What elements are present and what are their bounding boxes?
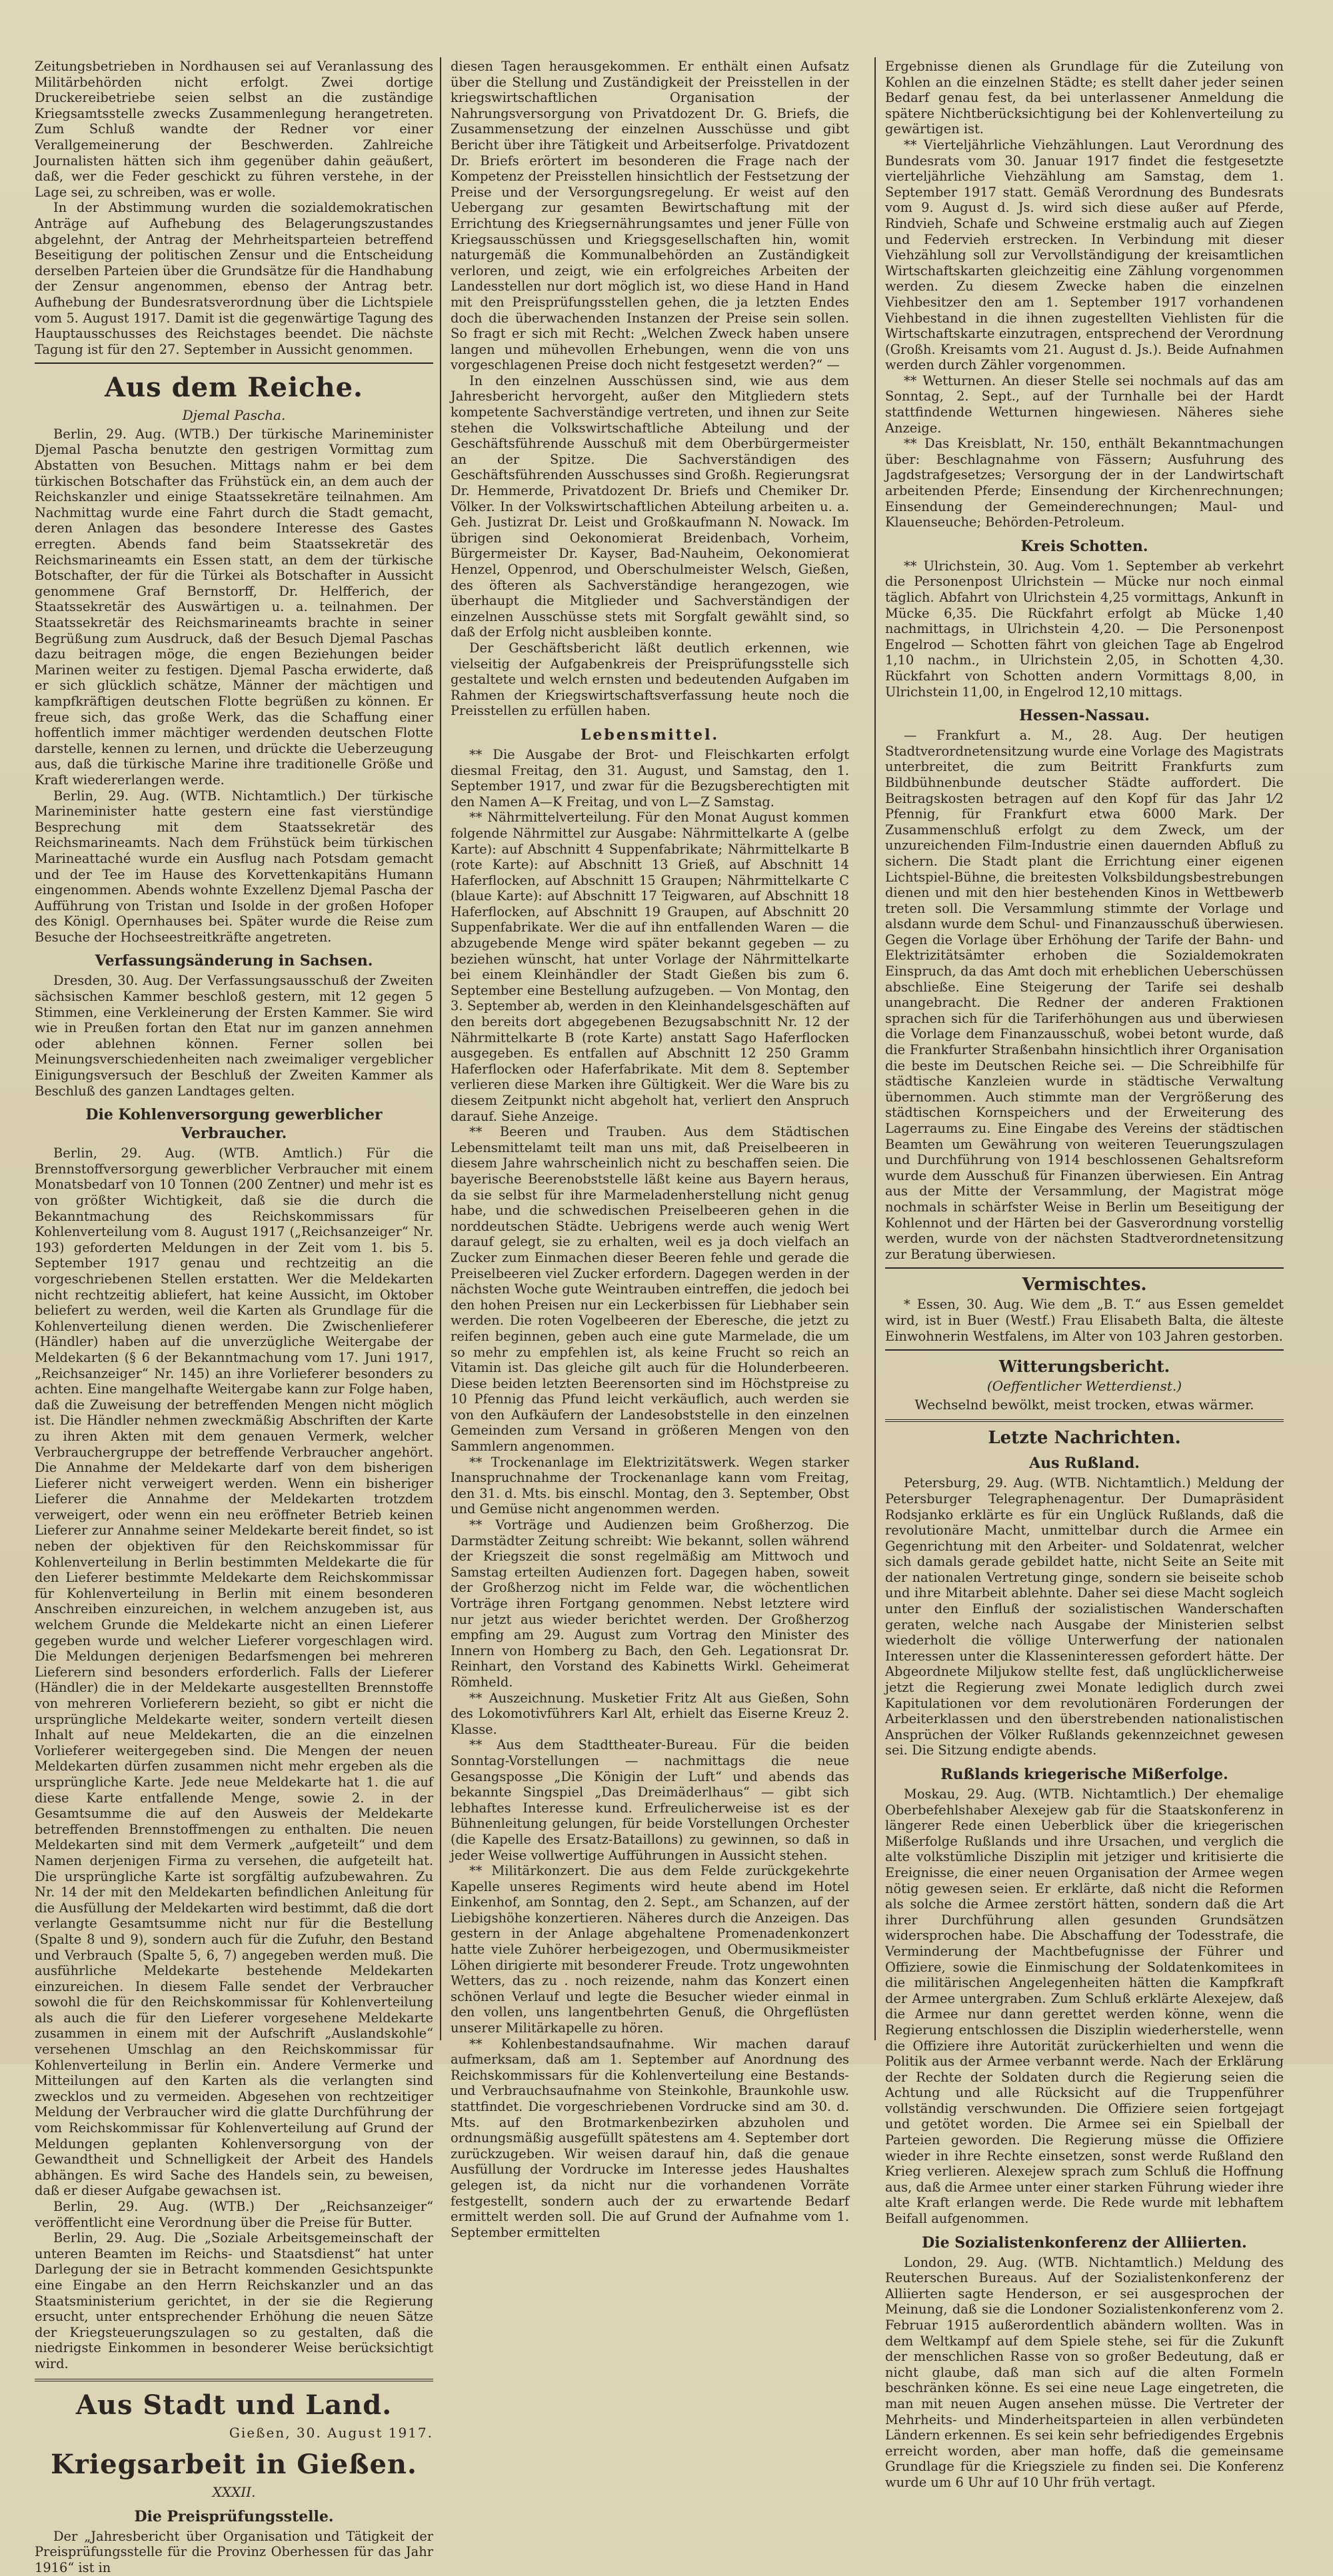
column-2	[451, 59, 849, 2240]
section-heading-witterung: Witterungsbericht.	[998, 1357, 1170, 1377]
section-heading-vermischtes: Vermischtes.	[1022, 1275, 1147, 1295]
subheading-kreis-schotten: Kreis Schotten.	[1020, 537, 1148, 555]
article-paragraph: ** Aus dem Stadttheater-Bureau. Für die beiden Sonntag-Vorstellungen — nachmittags die neue Gesangsposse „Die Königin der Luft“ und abends das bekannte Singspiel „Das Dreimäderlhaus“ — gibt sich lebhaftes Interesse kund. Erfreulicherweise ist es der Bühnenleitung gelungen, für beide Vorstellungen Orchester (die Kapelle des Ersatz-Bataillons) zu gewinnen, so daß in jeder Weise vollwertige Aufführungen in Aussicht stehen.	[451, 1737, 849, 1863]
column-3	[885, 59, 1284, 2490]
article-paragraph: In der Abstimmung wurden die sozialdemokratischen Anträge auf Aufhebung des Belagerungszustandes abgelehnt, der Antrag der Mehrheitsparteien betreffend Beseitigung der politischen Zensur und die Entscheidung derselben Parteien über die Grundsätze für die Handhabung der Zensur angenommen, ebenso der Antrag betr. Aufhebung der Bundesratsverordnung über die Lichtspiele vom 5. August 1917. Damit ist die gegenwärtige Tagung des Hauptausschusses des Reichstages beendet. Die nächste Tagung ist für den 27. September in Aussicht genommen.	[35, 200, 433, 357]
article-paragraph: Der Geschäftsbericht läßt deutlich erkennen, wie vielseitig der Aufgabenkreis der Preisprüfungsstelle sich gestaltete und welch ernsten und bedeutenden Aufgaben im Rahmen der Kriegswirtschaftsverfassung heute noch die Preisstellen zu erfüllen haben.	[451, 640, 849, 719]
series-number: XXXII.	[212, 2484, 256, 2501]
article-paragraph: diesen Tagen herausgekommen. Er enthält einen Aufsatz über die Stellung und Zuständigkeit der Preisstellen in der kriegswirtschaftlichen Organisation der Nahrungsversorgung von Privatdozent Dr. G. Briefs, die Zusammensetzung der einzelnen Ausschüsse und gibt Bericht über ihre Tätigkeit und Arbeitserfolge. Privatdozent Dr. Briefs erörtert im besonderen die Frage nach der Kompetenz der Preisstellen hinsichtlich der Festsetzung der Preise und der Versorgungsregelung. Er weist auf den Uebergang zur gesamten Bewirtschaftung mit der Errichtung des Kriegsernährungsamtes und jener Fülle von Kriegsausschüssen und Kriegsgesellschaften hin, womit naturgemäß die Kommunalbehörden an Zuständigkeit verloren, und zeigt, wie ein erfolgreiches Arbeiten der Landesstellen nur dort möglich ist, wo diese Hand in Hand mit den Preisprüfungsstellen gehen, die ja letzten Endes doch die überwachenden Instanzen der Preise sein sollen. So fragt er sich mit Recht: „Welchen Zweck haben unsere langen und mühevollen Erhebungen, wenn die von uns vorgeschlagenen Preise doch nicht festgesetzt werden?“ —	[451, 59, 849, 373]
article-paragraph: ** Militärkonzert. Die aus dem Felde zurückgekehrte Kapelle unseres Regiments wird heute abend im Hotel Einkenhof, am Sonntag, den 2. Sept., am Schanzen, auf der Liebigshöhe konzertieren. Näheres durch die Anzeigen. Das gestern in der Anlage abgehaltene Promenadenkonzert hatte viele Zuhörer herbeigezogen, und Obermusikmeister Löhen dirigierte mit besonderer Freude. Trotz ungewohnten Wetters, das zu . noch reizende, nahm das Konzert einen schönen Verlauf und legte die Besucher wieder einmal in den vollen, uns langentbehrten Genuß, die Ohrgeflüsten unserer Militärkapelle zu hören.	[451, 1863, 849, 2036]
subheading-preis: Die Preisprüfungsstelle.	[134, 2507, 334, 2525]
dateline: Gießen, 30. August 1917.	[229, 2424, 433, 2441]
article-paragraph: Berlin, 29. Aug. (WTB. Nichtamtlich.) Der türkische Marineminister hatte gestern eine fast vierstündige Besprechung mit dem Staatssekretär des Reichsmarineamts. Nach dem Frühstück beim türkischen Marineattaché wurde ein Ausflug nach Potsdam gemacht und der Tee im Hause des Korvettenkapitäns Humann eingenommen. Abends wohnte Exzellenz Djemal Pascha der Aufführung von Tristan und Isolde in der großen Hofoper des Königl. Opernhauses bei. Später wurde die Reise zum Besuche der Hochseestreitkräfte angetreten.	[35, 788, 433, 945]
article-paragraph: Der „Jahresbericht über Organisation und Tätigkeit der Preisprüfungsstelle für die Provinz Oberhessen für das Jahr 1916“ ist in	[35, 2528, 433, 2575]
article-paragraph: ** Kohlenbestandsaufnahme. Wir machen darauf aufmerksam, daß am 1. September auf Anordnung des Reichskommissars für die Kohlenverteilung eine Bestands- und Verbrauchsaufnahme von Steinkohle, Braunkohle usw. stattfindet. Die vorgeschriebenen Vordrucke sind am 30. d. Mts. auf den Brotmarkenbezirken abzuholen und ordnungsmäßig ausgefüllt spätestens am 4. September dort zurückzugeben. Wir weisen darauf hin, daß die genaue Ausfüllung der Vordrucke im Interesse jedes Haushaltes gelegen ist, da nicht nur die vorhandenen Vorräte festgestellt, sondern auch der zu erwartende Bedarf ermittelt werden soll. Die auf Grund der Aufnahme vom 1. September ermittelten	[451, 2036, 849, 2240]
article-paragraph: In den einzelnen Ausschüssen sind, wie aus dem Jahresbericht hervorgeht, außer den Mitgliedern stets kompetente Sachverständige vertreten, und ihnen zur Seite stehen die Volkswirtschaftliche Abteilung und der Geschäftsführende Ausschuß mit dem Oberbürgermeister an der Spitze. Die Sachverständigen des Geschäftsführenden Ausschusses sind Großh. Regierungsrat Dr. Hemmerde, Privatdozent Dr. Briefs und Chemiker Dr. Völker. In der Volkswirtschaftlichen Abteilung arbeiten u. a. Geh. Justizrat Dr. Leist und Großkaufmann N. Nowack. Im übrigen sind Oekonomierat Breidenbach, Vorheim, Bürgermeister Dr. Kayser, Bad-Nauheim, Oekonomierat Henzel, Oppenrod, und Oberschulmeister Welsch, Gießen, des öfteren als Sachverständige herangezogen, wie überhaupt die Mitglieder und Sachverständigen der einzelnen Ausschüsse stets mit Sorgfalt gewählt sind, so daß der Erfolg nicht ausbleiben konnte.	[451, 372, 849, 640]
article-paragraph: ** Trockenanlage im Elektrizitätswerk. Wegen starker Inanspruchnahme der Trockenanlage kann vom Freitag, den 31. d. Mts. bis einschl. Montag, den 3. September, Obst und Gemüse nicht angenommen werden.	[451, 1454, 849, 1517]
article-paragraph: ** Nährmittelverteilung. Für den Monat August kommen folgende Nährmittel zur Ausgabe: Nährmittelkarte A (gelbe Karte): auf Abschnitt 4 Suppenfabrikate; Nährmittelkarte B (rote Karte): auf Abschnitt 13 Grieß, auf Abschnitt 14 Haferflocken, auf Abschnitt 15 Graupen; Nährmittelkarte C (blaue Karte): auf Abschnitt 17 Teigwaren, auf Abschnitt 18 Haferflocken, auf Abschnitt 19 Graupen, auf Abschnitt 20 Suppenfabrikate. Wer die auf ihn entfallenden Waren — die abzugebende Menge wird später bekannt gegeben — zu beziehen wünscht, hat unter Vorlage der Nährmittelkarte bei einem Kleinhändler der Stadt Gießen bis zum 6. September eine Bestellung aufzugeben. — Von Montag, den 3. September ab, werden in den Kleinhandelsgeschäften auf den bereits dort abgegebenen Bezugsabschnitt Nr. 12 der Nährmittelkarte B (rote Karte) anstatt Sago Haferflocken ausgegeben. Es entfallen auf Abschnitt 12 250 Gramm Haferflocken oder Haferfabrikate. Mit dem 8. September verlieren diese Marken ihre Gültigkeit. Wer die Ware bis zu diesem Zeitpunkt nicht abgeholt hat, verliert den Anspruch darauf. Siehe Anzeige.	[451, 810, 849, 1124]
divider	[35, 362, 433, 364]
article-paragraph: ** Ulrichstein, 30. Aug. Vom 1. September ab verkehrt die Personenpost Ulrichstein — Mücke nur noch einmal täglich. Abfahrt von Ulrichstein 4,25 vormittags, Ankunft in Mücke 6,35. Die Rückfahrt erfolgt ab Mücke 1,40 nachmittags, in Ulrichstein 4,20. — Die Personenpost Engelrod — Schotten fährt von gleichen Tage ab Engelrod 1,10 nachm., in Ulrichstein 2,05, in Schotten 4,30. Rückfahrt von Schotten andern Vormittags 8,00, in Ulrichstein 11,00, in Engelrod 12,10 mittags.	[885, 558, 1284, 700]
column-rule	[874, 57, 876, 2040]
article-paragraph: Moskau, 29. Aug. (WTB. Nichtamtlich.) Der ehemalige Oberbefehlshaber Alexejew gab für die Staatskonferenz in längerer Rede einen Ueberblick über die kriegerischen Mißerfolge Rußlands und ihre Ursachen, und verglich die alte volkstümliche Disziplin mit jetziger und kritisierte die Ereignisse, die einer neuen Organisation der Armee wegen nötig gewesen seien. Er erklärte, daß nicht die Reformen als solche die Armee zerstört hätten, sondern daß die Art ihrer Durchführung allen gesunden Grundsätzen widersprochen habe. Die Abschaffung der Todesstrafe, die Verminderung der Machtbefugnisse der Führer und Offiziere, sowie die Einmischung der Soldatenkomitees in die militärischen Angelegenheiten hätten die Kampfkraft der Armee untergraben. Zum Schluß erklärte Alexejew, daß die Armee nur dann gerettet werden könne, wenn die Regierung entschlossen die Disziplin wiederherstelle, wenn die Offiziere ihre Autorität zurückerhielten und wenn die Politik aus der Armee verbannt werde. Nach der Erklärung der Rechte der Soldaten durch die Regierung seien die Achtung und alle Rücksicht auf die Truppenführer vollständig verschwunden. Die Offiziere seien fortgejagt und getötet worden. Die Armee sei ein Spielball der Parteien geworden. Die Regierung müsse die Offiziere wieder in ihre Rechte einsetzen, sonst werde Rußland den Krieg verlieren. Alexejew sprach zum Schluß die Hoffnung aus, daß die Armee unter einer starken Führung wieder ihre alte Kraft erlangen werde. Die Rede wurde mit lebhaftem Beifall aufgenommen.	[885, 1786, 1284, 2227]
weather-source: (Oeffentlicher Wetterdienst.)	[986, 1378, 1182, 1395]
article-paragraph: — Frankfurt a. M., 28. Aug. Der heutigen Stadtverordnetensitzung wurde eine Vorlage des Magistrats unterbreitet, die zum Beitritt Frankfurts zum Bildbühnenbunde deutscher Städte auffordert. Die Beitragskosten betragen auf den Kopf für das Jahr 1⁄2 Pfennig, für Frankfurt etwa 6000 Mark. Der Zusammenschluß erfolgt zu dem Zweck, um der unzureichenden Film-Industrie einen dauernden Abfluß zu sichern. Die Stadt plant die Errichtung einer eigenen Lichtspiel-Bühne, die breitesten Volksbildungsbestrebungen dienen und mit den hier bestehenden Kinos in Wettbewerb treten soll. Die Versammlung stimmte der Vorlage und alsdann wurde dem Schul- und Finanzausschuß überwiesen. Gegen die Vorlage über Erhöhung der Tarife der Bahn- und Elektrizitätsämter erhoben die Sozialdemokraten Einspruch, da das Amt doch mit erheblichen Ueberschüssen abschließe. Eine Steigerung der Tarife sei deshalb unangebracht. Die Redner der anderen Fraktionen sprachen sich für die Tariferhöhungen aus und überwiesen die Vorlage dem Finanzausschuß, wobei betont wurde, daß die Frankfurter Straßenbahn hinsichtlich ihrer Organisation die beste im Deutschen Reiche sei. — Die Schreibhilfe für städtische Kanzleien wurde in städtische Verwaltung übernommen. Auch stimmte man der Vergrößerung des städtischen Kornspeichers und der Erweiterung des Lagerraums zu. Eine Eingabe des Vereins der städtischen Beamten um Gewährung von weiteren Teuerungszulagen und Durchführung von 1914 beschlossenen Gehaltsreform wurde dem Ausschuß für Finanzen überwiesen. Ein Antrag aus der Mitte der Versammlung, der Magistrat möge nochmals in schärfster Weise in Berlin um Beseitigung der Kohlennot und der Härten bei der Gasverordnung vorstellig werden, wurde von der nächsten Stadtverordnetensitzung zur Beratung überwiesen.	[885, 728, 1284, 1262]
article-paragraph: ** Vierteljährliche Viehzählungen. Laut Verordnung des Bundesrats vom 30. Januar 1917 findet die festgesetzte vierteljährliche Viehzählung am Samstag, dem 1. September 1917 statt. Gemäß Verordnung des Bundesrats vom 9. August d. Js. wird sich diese außer auf Pferde, Rindvieh, Schafe und Schweine erstmalig auch auf Ziegen und Federvieh erstrecken. In Verbindung mit dieser Viehzählung soll zur Vervollständigung der kreisamtlichen Wirtschaftskarten gleichzeitig eine Zählung vorgenommen werden. Zu diesem Zwecke haben die einzelnen Viehbesitzer den am 1. September 1917 vorhandenen Viehbestand in die ihnen zugestellten Viehlisten für die Wirtschaftskarte einzutragen, entsprechend der Verordnung (Großh. Kreisamts vom 21. August d. Js.). Beide Aufnahmen werden durch Zähler vorgenommen.	[885, 137, 1284, 373]
subheading-kohle: Die Kohlenversorgung gewerblicher Verbraucher.	[85, 1106, 383, 1143]
subheading-sozialistenkonferenz: Die Sozialistenkonferenz der Alliierten.	[922, 2234, 1247, 2252]
subheading-misserfolge: Rußlands kriegerische Mißerfolge.	[940, 1766, 1228, 1783]
column-rule	[440, 57, 441, 2040]
divider	[885, 1419, 1284, 1422]
subheading-russland: Aus Rußland.	[1029, 1455, 1140, 1473]
article-paragraph: ** Beeren und Trauben. Aus dem Städtischen Lebensmittelamt teilt man uns mit, daß Preiselbeeren in diesem Jahre wahrscheinlich nicht zu beschaffen seien. Die bayerische Beerenobststelle läßt keine aus Bayern heraus, da sie selbst für ihre Marmeladenherstellung nicht genug habe, und die schwedischen Preiselbeeren gehen in die norddeutschen Städte. Uebrigens werde auch wenig Wert darauf gelegt, sie zu erhalten, weil es ja doch vielfach an Zucker zum Einmachen dieser Beeren fehle und gerade die Preiselbeeren viel Zucker erfordern. Dagegen werden in der nächsten Woche gute Weintrauben eintreffen, die jedoch bei den hohen Preisen nur ein Leckerbissen für Liebhaber sein werden. Die roten Vogelbeeren der Eberesche, die jetzt zu reifen beginnen, geben auch eine gute Marmelade, die um so mehr zu empfehlen ist, als keine Frucht so reich an Vitamin ist. Das gleiche gilt auch für die Holunderbeeren. Diese beiden letzten Beerensorten sind im Höchstpreise zu 10 Pfennig das Pfund leicht verkäuflich, auch werden sie von den Aufkäufern der Landesobststelle in den einzelnen Gemeinden zum Versand in größeren Mengen von den Sammlern angenommen.	[451, 1124, 849, 1455]
divider	[885, 1349, 1284, 1351]
article-paragraph: ** Vorträge und Audienzen beim Großherzog. Die Darmstädter Zeitung schreibt: Wie bekannt, sollen während der Kriegszeit die sonst regelmäßig am Mittwoch und Samstag erteilten Audienzen fort. Dagegen haben, soweit der Großherzog nicht im Felde war, die wöchentlichen Vorträge ihren Fortgang genommen. Nebst letztere wird nur jetzt aus wieder berichtet werden. Der Großherzog empfing am 29. August zum Vortrag den Minister des Innern von Homberg zu Bach, den Geh. Legationsrat Dr. Reinhart, den Vorstand des Kabinetts Wirkl. Geheimerat Römheld.	[451, 1517, 849, 1690]
weather-forecast: Wechselnd bewölkt, meist trocken, etwas wärmer.	[914, 1396, 1254, 1413]
section-heading-stadt: Aus Stadt und Land.	[75, 2389, 393, 2421]
divider	[35, 2379, 433, 2381]
section-heading-letzte: Letzte Nachrichten.	[988, 1428, 1181, 1449]
article-paragraph: Berlin, 29. Aug. (WTB.) Der „Reichsanzeiger“ veröffentlicht eine Verordnung über die Preise für Butter.	[35, 2199, 433, 2230]
section-heading-kriegsarbeit: Kriegsarbeit in Gießen.	[51, 2449, 417, 2481]
column-1	[35, 59, 433, 2575]
article-paragraph: ** Die Ausgabe der Brot- und Fleischkarten erfolgt diesmal Freitag, den 31. August, und Samstag, den 1. September 1917, und zwar für die Bezugsberechtigten mit den Namen A—K Freitag, und von L—Z Samstag.	[451, 746, 849, 810]
article-paragraph: Petersburg, 29. Aug. (WTB. Nichtamtlich.) Meldung der Petersburger Telegraphenagentur. Der Dumapräsident Rodsjanko erklärte es für ein Unglück Rußlands, daß die revolutionäre Macht, unmittelbar durch die Armee ein Gegenrichtung mit den Arbeiter- und Soldatenrat, welcher sich damals gerade gebildet hatte, nicht Seite an Seite mit der nationalen Vertretung ginge, sondern sie beiseite schob und ihre Mitarbeit ablehnte. Daher sei diese Macht sogleich unter den Einfluß der sozialistischen Wanderschaften geraten, welche nach Ausgabe der Ministerien selbst wiederholt die völlige Unterwerfung der nationalen Interessen unter die Klasseninteressen gefordert hätte. Der Abgeordnete Miljukow stellte fest, daß unglücklicherweise jetzt die Regierung zwei Monate lediglich durch zwei Kapitulationen vor dem revolutionären Forderungen der Arbeiterklassen und den überstrebenden nationalistischen Ansprüchen der Völker Rußlands gekennzeichnet gewesen sei. Die Sitzung endigte abends.	[885, 1475, 1284, 1758]
section-heading-lebensmittel: Lebensmittel.	[580, 726, 720, 744]
subheading-verfassung: Verfassungsänderung in Sachsen.	[95, 952, 373, 970]
article-paragraph: ** Das Kreisblatt, Nr. 150, enthält Bekanntmachungen über: Beschlagnahme von Fässern; Ausfuhrung des Jagdstrafgesetzes; Versorgung der in der Landwirtschaft arbeitenden Pferde; Einsendung der Kirchenrechnungen; Einsendung der Gemeinderechnungen; Maul- und Klauenseuche; Behörden-Petroleum.	[885, 436, 1284, 530]
article-paragraph: London, 29. Aug. (WTB. Nichtamtlich.) Meldung des Reuterschen Bureaus. Auf der Sozialistenkonferenz der Alliierten sagte Henderson, er sei ausgesprochen der Meinung, daß sie die Londoner Sozialistenkonferenz vom 2. Februar 1915 außerordentlich abändern wollten. Was in dem Weltkampf auf dem Spiele stehe, sei für die Zukunft der menschlichen Rasse von so großer Bedeutung, daß er nicht glaube, daß man sich auf die alten Formeln beschränken könne. Es sei eine neue Lage eingetreten, die man mit neuen Augen ansehen müsse. Die Vertreter der Mehrheits- und Minderheitsparteien in allen verbündeten Ländern erkennen. Es sei kein sehr befriedigendes Ergebnis erreicht worden, aber man hoffe, daß die gemeinsame Grundlage für die Kriegsziele zu finden sei. Die Konferenz wurde um 6 Uhr auf 10 Uhr früh vertagt.	[885, 2254, 1284, 2490]
section-heading-reich: Aus dem Reiche.	[105, 372, 363, 404]
article-paragraph: Berlin, 29. Aug. (WTB. Amtlich.) Für die Brennstoffversorgung gewerblicher Verbraucher mit einem Monatsbedarf von 10 Tonnen (200 Zentner) und mehr ist es von größter Wichtigkeit, daß sie die durch die Bekanntmachung des Reichskommissars für Kohlenverteilung vom 8. August 1917 („Reichsanzeiger“ Nr. 193) geforderten Meldungen in der Zeit vom 1. bis 5. September 1917 genau und rechtzeitig an die vorgeschriebenen Stellen erstatten. Wer die Meldekarten nicht rechtzeitig abliefert, hat keine Aussicht, im Oktober beliefert zu werden, weil die Karten als Grundlage für die Kohlenverteilung dienen werden. Die Zwischenlieferer (Händler) haben auf die unverzügliche Weitergabe der Meldekarten (§ 6 der Bekanntmachung vom 17. Juni 1917, „Reichsanzeiger“ Nr. 145) an ihre Vorlieferer besonders zu achten. Eine mangelhafte Weitergabe kann zur Folge haben, daß die Zuweisung der betreffenden Mengen nicht möglich ist. Die Händler nehmen zweckmäßig Abschriften der Karte zu ihren Akten mit dem genauen Vermerk, welcher Verbrauchergruppe der betreffende Verbraucher angehört. Die Annahme der Meldekarte darf von dem bisherigen Lieferer nicht verweigert werden. Wenn ein bisheriger Lieferer die Annahme der Meldekarten trotzdem verweigert, oder wenn ein neu eröffneter Betrieb keinen Lieferer zur Annahme seiner Meldekarte bereit findet, so ist neben der objektiven für den Reichskommissar für Kohlenverteilung in Berlin bestimmten Meldekarte die für den Lieferer bestimmte Meldekarte dem Reichskommissar für Kohlenverteilung in Berlin mit einem besonderen Anschreiben einzureichen, in welchem anzugeben ist, aus welchem Grunde die Meldekarte nicht an einen Lieferer gegeben wurde und welcher Lieferer vorgeschlagen wird. Die Meldungen derjenigen Bedarfsmengen bei mehreren Lieferern sind besonders erforderlich. Falls der Lieferer (Händler) die in der Meldekarte ausgestellten Brennstoffe von mehreren Vorlieferern bezieht, so gibt er nicht die ursprüngliche Meldekarte weiter, sondern verteilt diesen Inhalt auf neue Meldekarten, die an die einzelnen Vorlieferer weitergegeben sind. Die Mengen der neuen Meldekarten dürfen zusammen nicht mehr ergeben als die ursprüngliche Karte. Jede neue Meldekarte hat 1. die auf diese Karte entfallende Menge, sowie 2. in der Gesamtsumme die auf den Ausweis der Meldekarte betreffenden Brennstoffmengen zu enthalten. Die neuen Meldekarten sind mit dem Vermerk „aufgeteilt“ und dem Namen derjenigen Firma zu versehen, die aufgeteilt hat. Die ursprüngliche Karte ist sorgfältig aufzubewahren. Zu Nr. 14 der mit den Meldekarten befindlichen Anleitung für die Ausfüllung der Meldekarten wird bestimmt, daß die dort verlangte Gesamtsumme nicht nur für die Bestellung (Spalte 8 und 9), sondern auch für die Zufuhr, den Bestand und Verbrauch (Spalte 5, 6, 7) angegeben werden muß. Die ausführliche Meldekarte bestehende Meldekarten einzureichen. In diesem Falle sendet der Verbraucher sowohl die für den Reichskommissar für Kohlenverteilung als auch die für den Lieferer vorgesehene Meldekarte zusammen in einem mit der Aufschrift „Auslandskohle“ versehenen Umschlag an den Reichskommissar für Kohlenverteilung in Berlin ein. Andere Vermerke und Mitteilungen auf den Karten als die verlangten sind zwecklos und zu vermeiden. Abgesehen von rechtzeitiger Meldung der Verbraucher wird die glatte Durchführung der vom Reichskommissar für Kohlenverteilung auf Grund der Meldungen geplanten Kohlenversorgung von der Gewandtheit und Schnelligkeit der Arbeit des Handels abhängen. Es wird Sache des Handels sein, zu beweisen, daß er dieser Aufgabe gewachsen ist.	[35, 1145, 433, 2199]
article-paragraph: * Essen, 30. Aug. Wie dem „B. T.“ aus Essen gemeldet wird, ist in Buer (Westf.) Frau Elisabeth Balta, die älteste Einwohnerin Westfalens, im Alter von 103 Jahren gestorben.	[885, 1297, 1284, 1344]
subheading-djemal: Djemal Pascha.	[182, 407, 286, 424]
article-paragraph: ** Wetturnen. An dieser Stelle sei nochmals auf das am Sonntag, 2. Sept., auf der Turnhalle bei der Hardt stattfindende Wetturnen hingewiesen. Näheres siehe Anzeige.	[885, 372, 1284, 436]
article-paragraph: Berlin, 29. Aug. Die „Soziale Arbeitsgemeinschaft der unteren Beamten im Reichs- und Staatsdienst“ hat unter Darlegung der sie in Betracht kommenden Gesichtspunkte eine Eingabe an den Herrn Reichskanzler und an das Staatsministerium gerichtet, in der sie die Regierung ersucht, unter entsprechender Erhöhung die neuen Sätze der Kriegsteuerungszulagen so zu gestalten, daß die niedrigste Einkommen in besonderer Weise berücksichtigt wird.	[35, 2230, 433, 2371]
article-paragraph: Berlin, 29. Aug. (WTB.) Der türkische Marineminister Djemal Pascha benutzte den gestrigen Vormittag zum Abstatten von Besuchen. Mittags nahm er bei dem türkischen Botschafter das Frühstück ein, an dem auch der Reichskanzler und einige Staatssekretäre teilnahmen. Am Nachmittag wurde eine Fahrt durch die Stadt gemacht, deren Anlagen das besondere Interesse des Gastes erregten. Abends fand beim Staatssekretär des Reichsmarineamts ein Essen statt, an dem der türkische Botschafter, der für die Türkei als Botschafter in Aussicht genommene Graf Bernstorff, Dr. Helfferich, der Staatssekretär des Auswärtigen u. a. teilnahmen. Der Staatssekretär des Reichsmarineamts brachte in seiner Begrüßung zum Ausdruck, daß der Besuch Djemal Paschas dazu beitragen möge, die engen Beziehungen beider Marinen weiter zu festigen. Djemal Pascha erwiderte, daß er sich glücklich schätze, Männer der mächtigen und kampfkräftigen deutschen Flotte begrüßen zu können. Er freue sich, das große Werk, das die Schaffung einer hoffentlich immer mächtiger werdenden deutschen Flotte darstelle, kennen zu lernen, und drückte die Ueberzeugung aus, daß die türkische Marine ihre traditionelle Größe und Kraft wiedererlangen werde.	[35, 426, 433, 788]
divider	[885, 1267, 1284, 1269]
article-paragraph: Ergebnisse dienen als Grundlage für die Zuteilung von Kohlen an die einzelnen Städte; es stellt daher jeder seinen Bedarf genau fest, da bei unterlassener Anmeldung die spätere Nichtberücksichtigung bei der Kohlenverteilung zu gewärtigen ist.	[885, 59, 1284, 137]
article-paragraph: Dresden, 30. Aug. Der Verfassungsausschuß der Zweiten sächsischen Kammer beschloß gestern, mit 12 gegen 5 Stimmen, eine Verkleinerung der Ersten Kammer. Sie wird wie in Preußen fortan den Etat nur im ganzen annehmen oder ablehnen können. Ferner sollen bei Meinungsverschiedenheiten nach zweimaliger vergeblicher Einigungsversuch der Beschluß der Zweiten Kammer als Beschluß des ganzen Landtages gelten.	[35, 973, 433, 1099]
article-paragraph: ** Auszeichnung. Musketier Fritz Alt aus Gießen, Sohn des Lokomotivführers Karl Alt, erhielt das Eiserne Kreuz 2. Klasse.	[451, 1690, 849, 1737]
article-paragraph: Zeitungsbetrieben in Nordhausen sei auf Veranlassung des Militärbehörden nicht erfolgt. Zwei dortige Druckereibetriebe seien selbst an die zuständige Kriegsamtsstelle zwecks Zusammenlegung herangetreten. Zum Schluß wandte der Redner vor einer Verallgemeinerung der Beschwerden. Zahlreiche Journalisten hätten sich ihm gegenüber dahin geäußert, daß, wer die Feder geschickt zu führen verstehe, in der Lage sei, zu schreiben, was er wolle.	[35, 59, 433, 200]
subheading-hessen-nassau: Hessen-Nassau.	[1019, 707, 1150, 725]
